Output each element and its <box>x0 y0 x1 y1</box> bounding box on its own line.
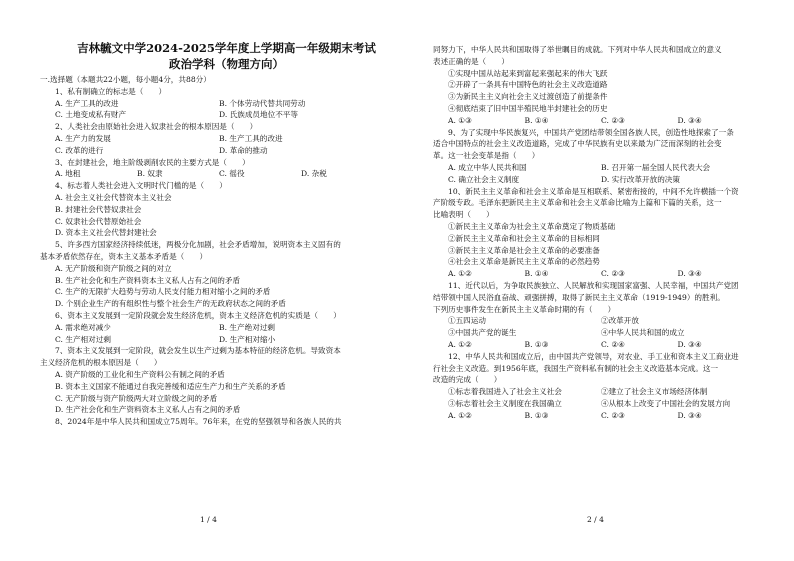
option-c: C. 生产相对过剩 <box>55 334 111 344</box>
option-a: A. 成立中华人民共和国 <box>448 162 527 172</box>
statement-3: ③标志着社会主义制度在我国确立 <box>448 398 562 408</box>
statement-1: ①新民主主义革命为社会主义革命奠定了物质基础 <box>448 221 616 231</box>
question-stem: 2、人类社会由原始社会进入奴隶社会的根本原因是（ ） <box>55 122 258 132</box>
option-d: D. ③④ <box>677 410 702 420</box>
option-b: B. 生产社会化和生产资料资本主义私人占有之间的矛盾 <box>55 275 241 285</box>
exam-subtitle: 政治学科（物理方向） <box>169 57 284 71</box>
option-d: D. 生产社会化和生产资料资本主义私人占有之间的矛盾 <box>55 405 241 415</box>
option-c: C. ②③ <box>601 115 625 125</box>
question-1 <box>40 86 383 121</box>
option-b: B. 生产绝对过剩 <box>219 322 275 332</box>
statement-1: ①五四运动 <box>448 316 486 326</box>
option-b: B. ①④ <box>524 115 549 125</box>
statement-4: ④从根本上改变了中国社会的发展方向 <box>601 398 731 408</box>
statement-3: ③中国共产党的诞生 <box>448 328 517 338</box>
option-a: A. ①② <box>448 339 472 349</box>
question-stem: 3、在封建社会，地主阶级剥削农民的主要方式是（ ） <box>55 157 250 167</box>
option-b: B. 奴隶 <box>137 169 163 179</box>
section-heading: 一.选择题（本题共22小题，每小题4分，共88分） <box>40 75 211 84</box>
option-a: A. ①③ <box>448 115 472 125</box>
option-d: D. 个别企业生产的有组织性与整个社会生产的无政府状态之间的矛盾 <box>55 299 286 309</box>
question-stem: 行社会主义改造。到1956年底，我国生产资料私有制的社会主义改造基本完成。这一 <box>433 363 719 373</box>
option-c: C. 土地变成私有财产 <box>55 110 127 120</box>
question-4 <box>40 180 383 239</box>
option-d: D. 杂税 <box>301 169 327 179</box>
option-c: C. 奴隶社会代替原始社会 <box>55 216 142 226</box>
question-12 <box>433 351 754 422</box>
option-d: D. ③④ <box>677 115 702 125</box>
question-stem: 10、新民主主义革命和社会主义革命是互相联系、紧密衔接的，中间不允许横插一个资 <box>448 186 739 196</box>
question-stem: 适合中国特点的社会主义改造道路，完成了中华民族有史以来最为广泛而深刻的社会变 <box>433 139 722 149</box>
question-stem: 6、资本主义发展到一定阶段就会发生经济危机，资本主义经济危机的实质是（ ） <box>55 310 341 320</box>
option-c: C. 改革的进行 <box>55 145 104 155</box>
question-8-continued <box>433 44 754 127</box>
question-10 <box>433 186 754 280</box>
question-7 <box>40 345 383 416</box>
statement-4: ④社会主义革命是新民主主义革命的必然趋势 <box>448 257 600 267</box>
option-d: D. 实行改革开放的决策 <box>601 174 680 184</box>
statement-4: ④彻底结束了旧中国半殖民地半封建社会的历史 <box>448 103 608 113</box>
option-d: D. 生产相对缩小 <box>219 334 276 344</box>
option-b: B. ①④ <box>524 269 549 279</box>
page-number: 1 / 4 <box>200 515 217 524</box>
exam-title: 吉林毓文中学2024-2025学年度上学期高一年级期末考试 <box>77 41 376 55</box>
option-d: D. 资本主义社会代替封建社会 <box>55 228 157 238</box>
question-stem-cont: 基本矛盾依然存在，资本主义基本矛盾是（ ） <box>40 251 208 261</box>
question-stem: 改造的完成（ ） <box>433 375 502 385</box>
statement-2: ②改革开放 <box>601 316 639 326</box>
option-d: D. ③④ <box>677 339 702 349</box>
question-11 <box>433 280 754 351</box>
option-c: C. 徭役 <box>219 169 245 179</box>
statement-1: ①实现中国从站起来到富起来强起来的伟大飞跃 <box>448 68 608 78</box>
statement-3: ③为新民主主义向社会主义过渡创造了前提条件 <box>448 92 608 102</box>
option-b: B. 生产工具的改进 <box>219 133 283 143</box>
question-9 <box>433 127 754 186</box>
question-stem: 1、私有制确立的标志是（ ） <box>55 86 167 96</box>
option-b: B. ①③ <box>524 339 549 349</box>
option-a: A. 社会主义社会代替资本主义社会 <box>55 192 172 202</box>
question-6 <box>40 310 383 345</box>
option-a: A. ①② <box>448 269 472 279</box>
statement-4: ④中华人民共和国的成立 <box>601 328 685 338</box>
question-stem: 9、为了实现中华民族复兴，中国共产党团结带领全国各族人民，创造性地探索了一条 <box>448 127 734 137</box>
option-a: A. 地租 <box>55 169 81 179</box>
option-a: A. 生产工具的改进 <box>55 98 119 108</box>
page-2 <box>397 0 794 561</box>
question-stem: 结带领中国人民浴血奋战、顽强拼搏，取得了新民主主义革命（1919-1949）的胜利。 <box>433 292 725 302</box>
option-c: C. ②③ <box>601 269 625 279</box>
page-number: 2 / 4 <box>587 515 604 524</box>
option-d: D. 氏族成员地位不平等 <box>219 110 298 120</box>
question-stem: 5、许多西方国家经济持续低迷，两极分化加剧，社会矛盾增加，说明资本主义固有的 <box>55 240 341 250</box>
option-b: B. 个体劳动代替共同劳动 <box>219 98 306 108</box>
option-d: D. ③④ <box>677 269 702 279</box>
option-a: A. 需求绝对减少 <box>55 322 111 332</box>
question-stem: 7、资本主义发展到一定阶段，就会发生以生产过剩为基本特征的经济危机。导致资本 <box>55 346 341 356</box>
option-c: C. ②④ <box>601 339 625 349</box>
page-1-content <box>40 40 383 428</box>
page-2-content <box>433 44 754 422</box>
question-stem: 4、标志着人类社会进入文明时代门槛的是（ ） <box>55 181 227 191</box>
question-stem: 8、2024年是中华人民共和国成立75周年。76年来，在党的坚强领导和各族人民的共 <box>55 417 342 427</box>
option-d: D. 革命的推动 <box>219 145 268 155</box>
option-b: B. ①③ <box>524 410 549 420</box>
statement-1: ①标志着我国进入了社会主义社会 <box>448 387 562 397</box>
question-stem: 12、中华人民共和国成立后，由中国共产党领导，对农业、手工业和资本主义工商业进 <box>448 351 739 361</box>
question-stem: 产阶级专政。毛泽东把新民主主义革命和社会主义革命比喻为上篇和下篇的关系，这一 <box>433 198 722 208</box>
option-a: A. ①② <box>448 410 472 420</box>
question-stem-cont: 主义经济危机的根本原因是（ ） <box>40 358 162 368</box>
option-c: C. 无产阶级与资产阶级两大对立阶级之间的矛盾 <box>55 393 218 403</box>
question-stem: 革。这一社会变革是指（ ） <box>433 151 540 161</box>
option-a: A. 无产阶级和资产阶级之间的对立 <box>55 263 172 273</box>
option-c: C. 确立社会主义制度 <box>448 174 520 184</box>
option-a: A. 资产阶级的工业化和生产资料公有制之间的矛盾 <box>55 369 225 379</box>
option-c: C. ②③ <box>601 410 625 420</box>
question-stem: 比喻表明（ ） <box>433 210 494 220</box>
question-stem: 表述正确的是（ ） <box>433 56 509 66</box>
option-a: A. 生产力的发展 <box>55 133 111 143</box>
question-2 <box>40 121 383 156</box>
statement-2: ②开辟了一条具有中国特色的社会主义改造道路 <box>448 80 608 90</box>
option-b: B. 资本主义国家不能通过自我完善缓和适应生产力和生产关系的矛盾 <box>55 381 286 391</box>
question-stem: 下列历史事件发生在新民主主义革命时期的有（ ） <box>433 304 616 314</box>
option-b: B. 封建社会代替奴隶社会 <box>55 204 142 214</box>
question-3 <box>40 157 383 181</box>
option-b: B. 召开第一届全国人民代表大会 <box>601 162 711 172</box>
statement-3: ③新民主主义革命是社会主义革命的必要准备 <box>448 245 600 255</box>
question-stem: 同努力下，中华人民共和国取得了举世瞩目的成就。下列对中华人民共和国成立的意义 <box>433 45 722 54</box>
option-c: C. 生产的无限扩大趋势与劳动人民支付能力相对缩小之间的矛盾 <box>55 287 271 297</box>
statement-2: ②建立了社会主义市场经济体制 <box>601 387 708 397</box>
question-5 <box>40 239 383 310</box>
question-8 <box>40 416 383 428</box>
question-stem: 11、近代以后，为争取民族独立、人民解放和实现国家富强、人民幸福，中国共产党团 <box>448 280 739 290</box>
statement-2: ②新民主主义革命和社会主义革命的目标相同 <box>448 233 600 243</box>
